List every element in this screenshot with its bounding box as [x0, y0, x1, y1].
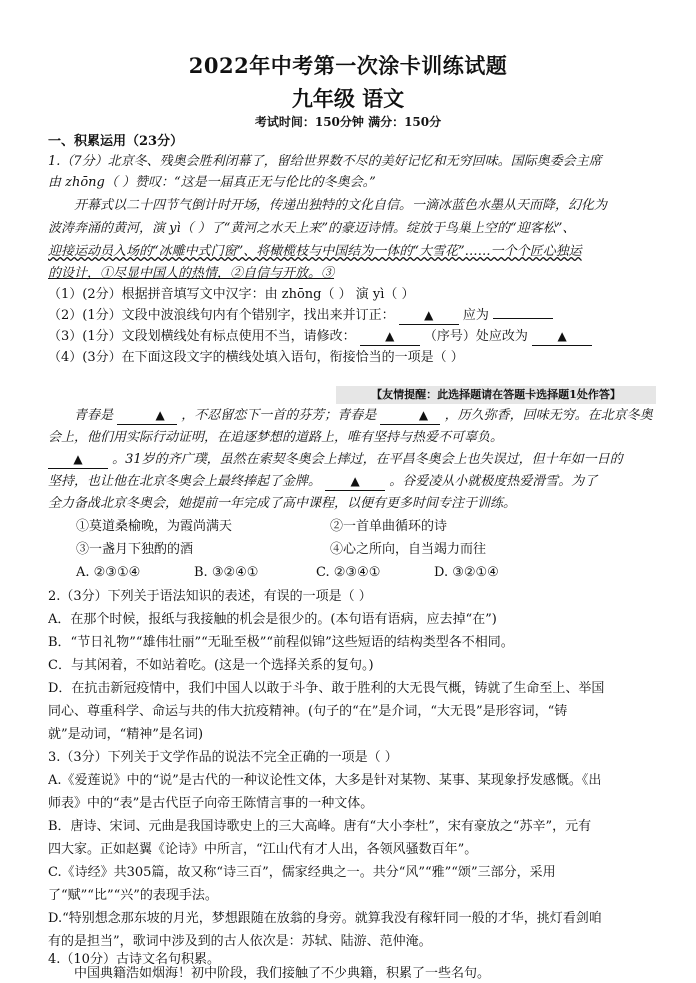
q1-line-1: 1.（7分）北京冬、残奥会胜利闭幕了，留给世界数不尽的美好记忆和无穷回味。国际奥委会主席	[48, 154, 602, 169]
passage-text: 坚持，也让他在北京冬奥会上最终捧起了金牌。	[48, 474, 322, 489]
q1-sub-3-text: （3）(1分）文段划横线处有标点使用不当，请修改：	[48, 329, 356, 344]
q2-option-c: C．与其闲着，不如站着吃。(这是一个选择关系的复句。)	[48, 658, 374, 673]
passage-text: 。31岁的齐广璞，虽然在索契冬奥会上摔过，在平昌冬奥会上也失误过，但十年如一日的	[112, 452, 623, 467]
exam-title: 2022年中考第一次涂卡训练试题	[188, 53, 508, 78]
answer-blank	[532, 328, 592, 346]
q4-intro: 中国典籍浩如烟海！初中阶段，我们接触了不少典籍，积累了一些名句。	[74, 966, 491, 981]
q1-sub-2	[48, 306, 656, 326]
q3-option-c-2: 了“赋”“比”“兴”的表现手法。	[48, 888, 218, 903]
q2-option-a: A．在那个时候，报纸与我接触的机会是很少的。(本句语有语病，应去掉“在”)	[48, 612, 497, 627]
answer-blank	[399, 307, 459, 325]
q1-sub-1: （1）(2分）根据拼音填写文中汉字：由 zhōng（ ） 演 yì（ ）	[48, 287, 415, 302]
q2-option-d-1: D．在抗击新冠疫情中，我们中国人以敢于斗争、敢于胜利的大无畏气概，铸就了生命至上、举国	[48, 681, 605, 696]
q1-line-4: 波涛奔涌的黄河，演 yì（ ）了“黄河之水天上来”的豪迈诗情。绽放于鸟巢上空的“迎客松”、	[48, 221, 576, 236]
answer-blank	[117, 407, 177, 425]
option-3: ③一盏月下独酌的酒	[76, 542, 194, 557]
q1-sub-2-mid: 应为	[462, 308, 489, 323]
triangle-icon: ▲	[385, 329, 395, 343]
triangle-icon: ▲	[424, 308, 434, 322]
q2-option-d-2: 同心、尊重科学、命运与共的伟大抗疫精神。(句子的“在”是介词，“大无畏”是形容词，“铸	[48, 704, 568, 719]
choice-d: D. ③②①④	[434, 565, 499, 580]
q1-line-5: 迎接运动员入场的“冰雕中式门窗”、将橄榄枝与中国结为一体的“大雪花”……一个个匠心独运	[48, 244, 582, 259]
exam-meta: 考试时间：150分钟 满分：150分	[254, 115, 442, 129]
q3-option-d-1: D.“特别想念那东坡的月光，梦想跟随在放翁的身旁。就算我没有稼轩同一般的才华，挑灯看剑咱	[48, 911, 602, 926]
q1-line-2: 由 zhōng（ ）赞叹：“这是一届真正无与伦比的冬奥会。”	[48, 175, 376, 190]
triangle-icon: ▲	[557, 329, 567, 343]
q1-sub-2-text: （2）(1分）文段中波浪线句内有个错别字，找出来并订正：	[48, 308, 395, 323]
triangle-icon: ▲	[155, 408, 165, 422]
triangle-icon: ▲	[418, 408, 429, 422]
option-4: ④心之所向，自当竭力而往	[330, 542, 487, 557]
q2-option-b: B．“节日礼物”“雄伟壮丽”“无耻至极”“前程似锦”这些短语的结构类型各不相同。	[48, 635, 514, 650]
option-1: ①莫道桑榆晚，为霞尚满天	[76, 519, 233, 534]
answer-blank	[493, 318, 553, 319]
q1-passage-1	[48, 406, 656, 426]
passage-text: ，不忍留恋下一首的芬芳；青春是	[181, 408, 377, 423]
answer-blank	[48, 451, 108, 469]
q3-stem: 3.（3分）下列关于文学作品的说法不完全正确的一项是（ ）	[48, 750, 398, 765]
q1-line-6: 的设计，①尽显中国人的热情，②自信与开放。③	[48, 266, 335, 281]
q2-stem: 2.（3分）下列关于语法知识的表述，有误的一项是（ ）	[48, 589, 372, 604]
choice-b: B. ③②④①	[194, 565, 259, 580]
notice-banner: 【友情提醒：此选择题请在答题卡选择题1处作答】	[336, 386, 656, 404]
q1-passage-5: 全力备战北京冬奥会，她提前一年完成了高中课程，以便有更多时间专注于训练。	[48, 496, 517, 511]
q4-stem: 4.（10分）古诗文名句积累。	[48, 952, 220, 967]
answer-blank	[360, 328, 420, 346]
q1-passage-4	[48, 472, 656, 492]
q1-sub-4: （4）(3分）在下面这段文字的横线处填入语句，衔接恰当的一项是（ ）	[48, 350, 464, 365]
q1-line-3: 开幕式以二十四节气倒计时开场，传递出独特的文化自信。一滴冰蓝色水墨从天而降，幻化为	[74, 198, 608, 213]
answer-blank	[380, 407, 440, 425]
q3-option-b-1: B．唐诗、宋词、元曲是我国诗歌史上的三大高峰。唐有“大小李杜”，宋有豪放之“苏辛”，元有	[48, 819, 592, 834]
q3-option-c-1: C.《诗经》共305篇，故又称“诗三百”，儒家经典之一。共分“风”“雅”“颂”三部分，采用	[48, 865, 556, 880]
q3-option-a-2: 师表》中的“表”是古代臣子向帝王陈情言事的一种文体。	[48, 796, 374, 811]
q3-option-a-1: A.《爱莲说》中的“说”是古代的一种议论性文体，大多是针对某物、某事、某现象抒发感慨。《出	[48, 773, 602, 788]
option-2: ②一首单曲循环的诗	[330, 519, 448, 534]
triangle-icon: ▲	[73, 452, 83, 466]
passage-text: 。谷爱凌从小就极度热爱滑雪。为了	[389, 474, 598, 489]
exam-subtitle: 九年级 语文	[291, 86, 405, 111]
passage-text: ，历久弥香，回味无穷。在北京冬奥	[444, 408, 653, 423]
answer-blank	[325, 473, 385, 491]
choice-a: A. ②③①④	[76, 565, 141, 580]
section-heading: 一、积累运用（23分）	[48, 134, 184, 149]
q1-sub-3	[48, 327, 656, 347]
q3-option-b-2: 四大家。正如赵翼《论诗》中所言，“江山代有才人出，各领风骚数百年”。	[48, 842, 478, 857]
passage-text: 青春是	[74, 408, 114, 423]
choice-c: C. ②③④①	[316, 565, 381, 580]
q3-option-d-2: 有的是担当”，歌词中涉及到的古人依次是：苏轼、陆游、范仲淹。	[48, 934, 432, 949]
q1-sub-3-mid: （序号）处应改为	[423, 329, 528, 344]
q1-passage-3	[48, 450, 656, 470]
q2-option-d-3: 就”是动词，“精神”是名词)	[48, 727, 204, 742]
triangle-icon: ▲	[350, 474, 360, 488]
q1-passage-2: 会上，他们用实际行动证明，在追逐梦想的道路上，唯有坚持与热爱不可辜负。	[48, 430, 504, 445]
